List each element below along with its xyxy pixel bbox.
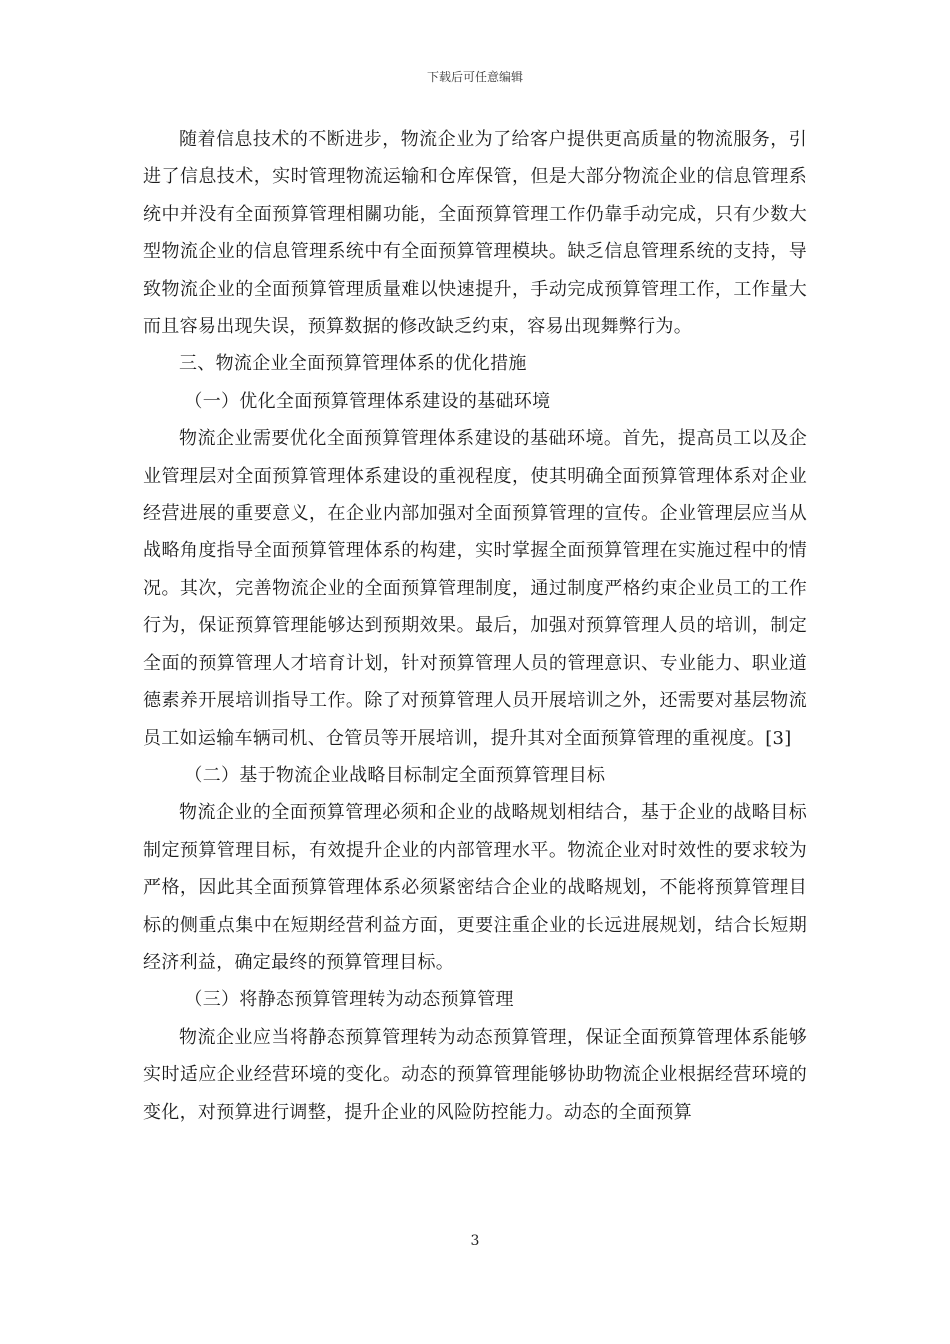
subheading-1: （一）优化全面预算管理体系建设的基础环境 xyxy=(184,390,551,412)
page-number: 3 xyxy=(470,1233,480,1249)
page-header: 下载后可任意编辑 xyxy=(426,70,523,84)
paragraph-info-tech: 随着信息技术的不断进步，物流企业为了给客户提供更高质量的物流服务，引进了信息技术，实时管理物流运输和仓库保管，但是大部分物流企业的信息管理系统中并没有全面预算管理相關功能，全面预算管理工作仍靠手动完成，只有少数大型物流企业的信息管理系统中有全面预算管理模块。缺乏信息管理系统的支持，导致物流企业的全面预算管理质量难以快速提升，手动完成预算管理工作，工作量大而且容易出现失误，预算数据的修改缺乏约束，容易出现舞弊行为。 xyxy=(143,129,807,338)
section-heading-3: 三、物流企业全面预算管理体系的优化措施 xyxy=(179,353,527,375)
paragraph-strategy-goals: 物流企业的全面预算管理必须和企业的战略规划相结合，基于企业的战略目标制定预算管理目标，有效提升企业的内部管理水平。物流企业对时效性的要求较为严格，因此其全面预算管理体系必须紧密结合企业的战略规划，不能将预算管理目标的侧重点集中在短期经营利益方面，更要注重企业的长远进展规划，结合长短期经济利益，确定最终的预算管理目标。 xyxy=(143,802,807,973)
document-body xyxy=(143,121,807,1131)
paragraph-base-environment: 物流企业需要优化全面预算管理体系建设的基础环境。首先，提高员工以及企业管理层对全面预算管理体系建设的重视程度，使其明确全面预算管理体系对企业经营进展的重要意义，在企业内部加强对全面预算管理的宣传。企业管理层应当从战略角度指导全面预算管理体系的构建，实时掌握全面预算管理在实施过程中的情况。其次，完善物流企业的全面预算管理制度，通过制度严格约束企业员工的工作行为，保证预算管理能够达到预期效果。最后，加强对预算管理人员的培训，制定全面的预算管理人才培育计划，针对预算管理人员的管理意识、专业能力、职业道德素养开展培训指导工作。除了对预算管理人员开展培训之外，还需要对基层物流员工如运输车辆司机、仓管员等开展培训，提升其对全面预算管理的重视度。[3] xyxy=(143,428,807,749)
paragraph-dynamic-budget: 物流企业应当将静态预算管理转为动态预算管理，保证全面预算管理体系能够实时适应企业经营环境的变化。动态的预算管理能够协助物流企业根据经营环境的变化，对预算进行调整，提升企业的风险防控能力。动态的全面预算 xyxy=(143,1026,807,1123)
subheading-2: （二）基于物流企业战略目标制定全面预算管理目标 xyxy=(184,764,606,786)
subheading-3: （三）将静态预算管理转为动态预算管理 xyxy=(184,989,514,1011)
